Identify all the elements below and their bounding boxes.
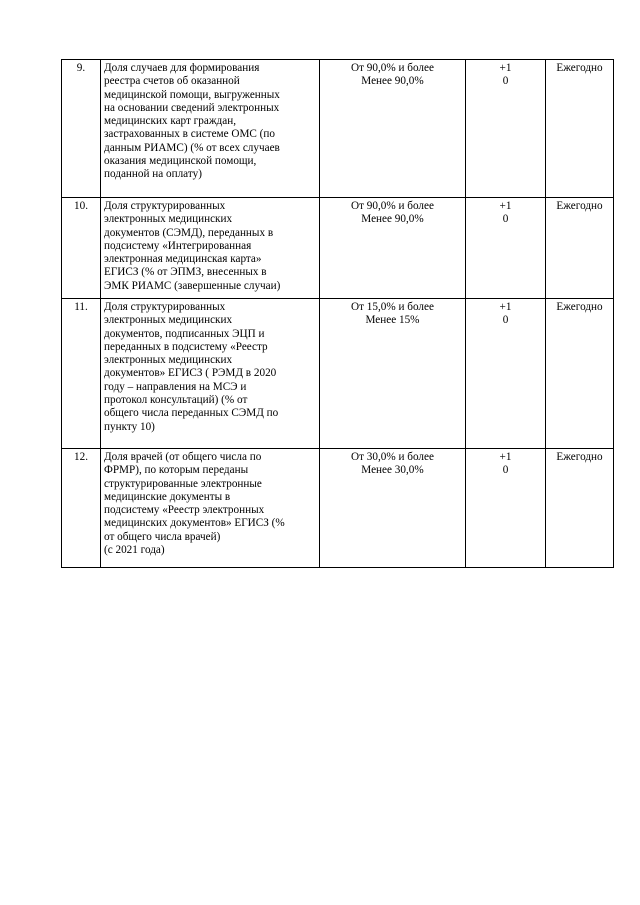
- period-text: Ежегодно: [546, 198, 614, 299]
- row-number: 10.: [62, 198, 101, 299]
- table-row: [62, 449, 614, 568]
- period-text: Ежегодно: [546, 299, 614, 449]
- table-row: [62, 198, 614, 299]
- score-text: +1 0: [466, 60, 546, 198]
- indicators-table: [61, 59, 614, 568]
- indicator-text: Доля врачей (от общего числа по ФРМР), по которым переданы структурированные электронные медицинские документы в подсистему «Реестр электронных медицинских документов» ЕГИСЗ (% от общего числа врачей) (с 2021 года): [101, 449, 320, 568]
- criteria-text: От 30,0% и более Менее 30,0%: [320, 449, 466, 568]
- criteria-text: От 90,0% и более Менее 90,0%: [320, 198, 466, 299]
- period-text: Ежегодно: [546, 449, 614, 568]
- score-text: +1 0: [466, 299, 546, 449]
- criteria-text: От 15,0% и более Менее 15%: [320, 299, 466, 449]
- row-number: 11.: [62, 299, 101, 449]
- row-number: 9.: [62, 60, 101, 198]
- score-text: +1 0: [466, 449, 546, 568]
- period-text: Ежегодно: [546, 60, 614, 198]
- table-row: [62, 299, 614, 449]
- criteria-text: От 90,0% и более Менее 90,0%: [320, 60, 466, 198]
- indicator-text: Доля структурированных электронных медицинских документов (СЭМД), переданных в подсистему «Интегрированная электронная медицинская карта» ЕГИСЗ (% от ЭПМЗ, внесенных в ЭМК РИАМС (завершенные случаи): [101, 198, 320, 299]
- indicator-text: Доля структурированных электронных медицинских документов, подписанных ЭЦП и переданных в подсистему «Реестр электронных медицинских документов» ЕГИСЗ ( РЭМД в 2020 году – направления на МСЭ и протокол консультаций) (% от общего числа переданных СЭМД по пункту 10): [101, 299, 320, 449]
- score-text: +1 0: [466, 198, 546, 299]
- row-number: 12.: [62, 449, 101, 568]
- indicator-text: Доля случаев для формирования реестра счетов об оказанной медицинской помощи, выгруженных на основании сведений электронных медицинских карт граждан, застрахованных в системе ОМС (по данным РИАМС) (% от всех случаев оказания медицинской помощи, поданной на оплату): [101, 60, 320, 198]
- table-row: [62, 60, 614, 198]
